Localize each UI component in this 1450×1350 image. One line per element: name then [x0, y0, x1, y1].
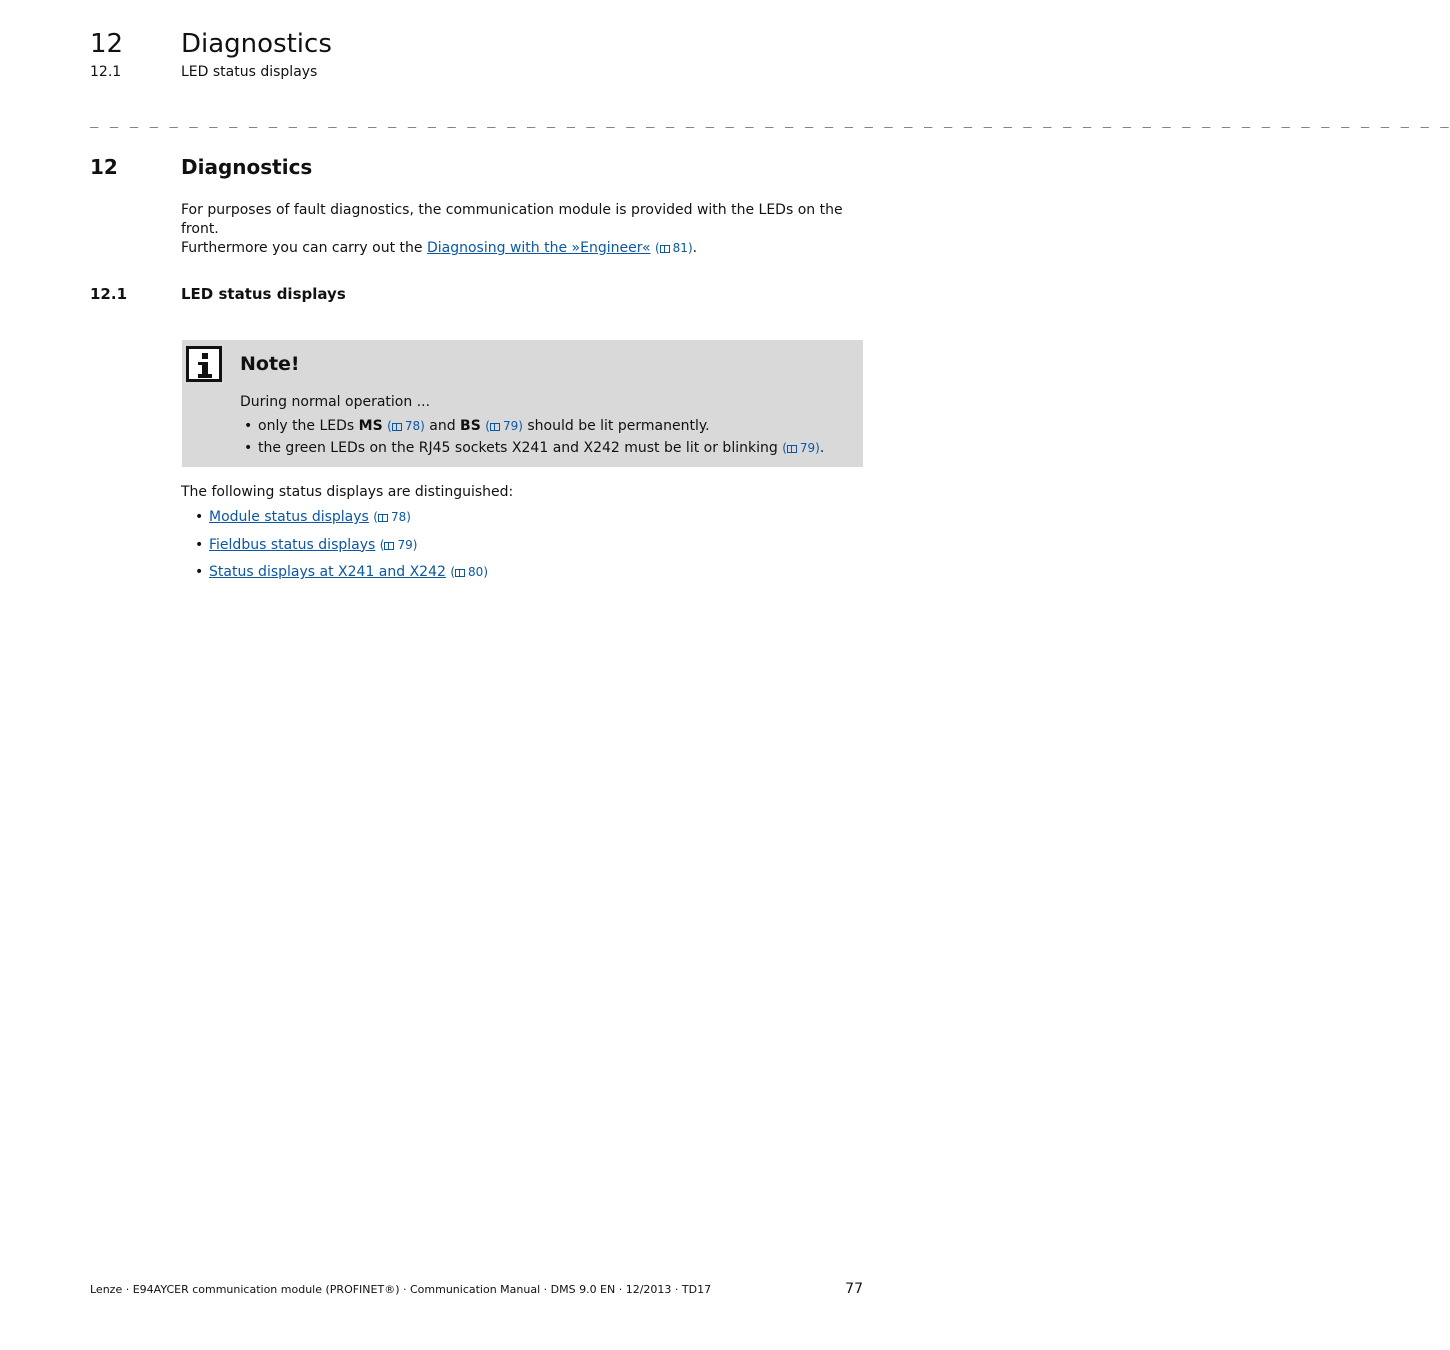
book-icon — [455, 569, 465, 577]
intro-line-2-prefix: Furthermore you can carry out the — [181, 240, 427, 256]
chapter-intro — [181, 201, 871, 258]
book-icon — [787, 445, 797, 453]
book-icon — [490, 423, 500, 431]
book-icon — [392, 423, 402, 431]
note-title: Note! — [240, 353, 300, 375]
note-item2-text: the green LEDs on the RJ45 sockets X241 and X242 must be lit or blinking — [258, 440, 783, 456]
intro-page-ref[interactable]: ( 81) — [654, 241, 693, 255]
chapter-title: Diagnostics — [181, 155, 313, 179]
module-status-link[interactable]: Module status displays — [209, 509, 369, 525]
note-item-rj45 — [244, 437, 824, 459]
ms-ref-number: 78 — [404, 419, 421, 433]
module-status-page-ref[interactable]: ( 78) — [373, 510, 411, 524]
book-icon — [378, 514, 388, 522]
bs-ref-number: 79 — [502, 419, 519, 433]
rj45-ref-number: 79 — [799, 441, 816, 455]
header-dashed-rule: _ _ _ _ _ _ _ _ _ _ _ _ _ _ _ _ _ _ _ _ _ _ _ _ _ _ _ _ _ _ _ _ _ _ _ _ _ _ _ _ _ _ _ _ _ _ _ _ _ _ _ _ _ _ _ _ _ _ _ _ _ _ _ _ _ _ _ _ _ — [90, 112, 1450, 128]
running-header-chapter-number: 12 — [90, 29, 124, 59]
status-display-list — [195, 508, 488, 591]
book-icon — [384, 542, 394, 550]
intro-ref-number: 81 — [672, 241, 688, 255]
note-item2-suffix: . — [819, 440, 825, 456]
list-item — [195, 563, 488, 582]
note-item1-and: and — [424, 418, 461, 434]
running-header-section-number: 12.1 — [90, 64, 122, 80]
running-header-section-title: LED status displays — [181, 64, 318, 80]
fieldbus-status-link[interactable]: Fieldbus status displays — [209, 536, 376, 553]
book-icon — [660, 245, 670, 253]
intro-line-1: For purposes of fault diagnostics, the communication module is provided with the LEDs on the front. — [181, 202, 843, 237]
intro-suffix: . — [692, 240, 698, 256]
chapter-number: 12 — [90, 155, 118, 179]
section-number: 12.1 — [90, 285, 128, 303]
note-lead: During normal operation ... — [240, 394, 431, 410]
x241-x242-page-ref[interactable]: ( 80) — [450, 565, 489, 579]
diagnosing-engineer-link[interactable]: Diagnosing with the »Engineer« — [426, 240, 651, 256]
status-intro: The following status displays are distinguished: — [181, 484, 514, 500]
running-header-chapter-title: Diagnostics — [181, 29, 332, 59]
note-list — [244, 415, 824, 459]
section-title: LED status displays — [181, 285, 346, 303]
list-item — [195, 508, 488, 527]
note-item1-suffix: should be lit permanently. — [522, 418, 710, 434]
note-item-ms-bs — [244, 415, 824, 437]
x241-x242-status-link[interactable]: Status displays at X241 and X242 — [209, 564, 446, 580]
ms-page-ref[interactable]: ( 78) — [387, 419, 425, 433]
module-status-ref-number: 78 — [390, 510, 407, 524]
led-ms-label: MS — [358, 418, 383, 434]
led-bs-label: BS — [460, 418, 481, 434]
note-box — [182, 340, 863, 467]
rj45-page-ref[interactable]: ( 79) — [782, 441, 820, 455]
x241-x242-ref-number: 80 — [468, 565, 484, 579]
fieldbus-status-ref-number: 79 — [397, 537, 413, 552]
intro-line-2 — [181, 239, 871, 258]
info-icon — [186, 346, 222, 382]
bs-page-ref[interactable]: ( 79) — [485, 419, 523, 433]
footer-text: Lenze · E94AYCER communication module (PROFINET®) · Communication Manual · DMS 9.0 EN · 12/2013 · TD17 — [90, 1283, 712, 1296]
page-number: 77 — [845, 1281, 863, 1297]
note-item1-prefix: only the LEDs — [258, 418, 359, 434]
fieldbus-status-page-ref[interactable]: ( 79) — [379, 537, 418, 552]
list-item — [195, 536, 488, 555]
